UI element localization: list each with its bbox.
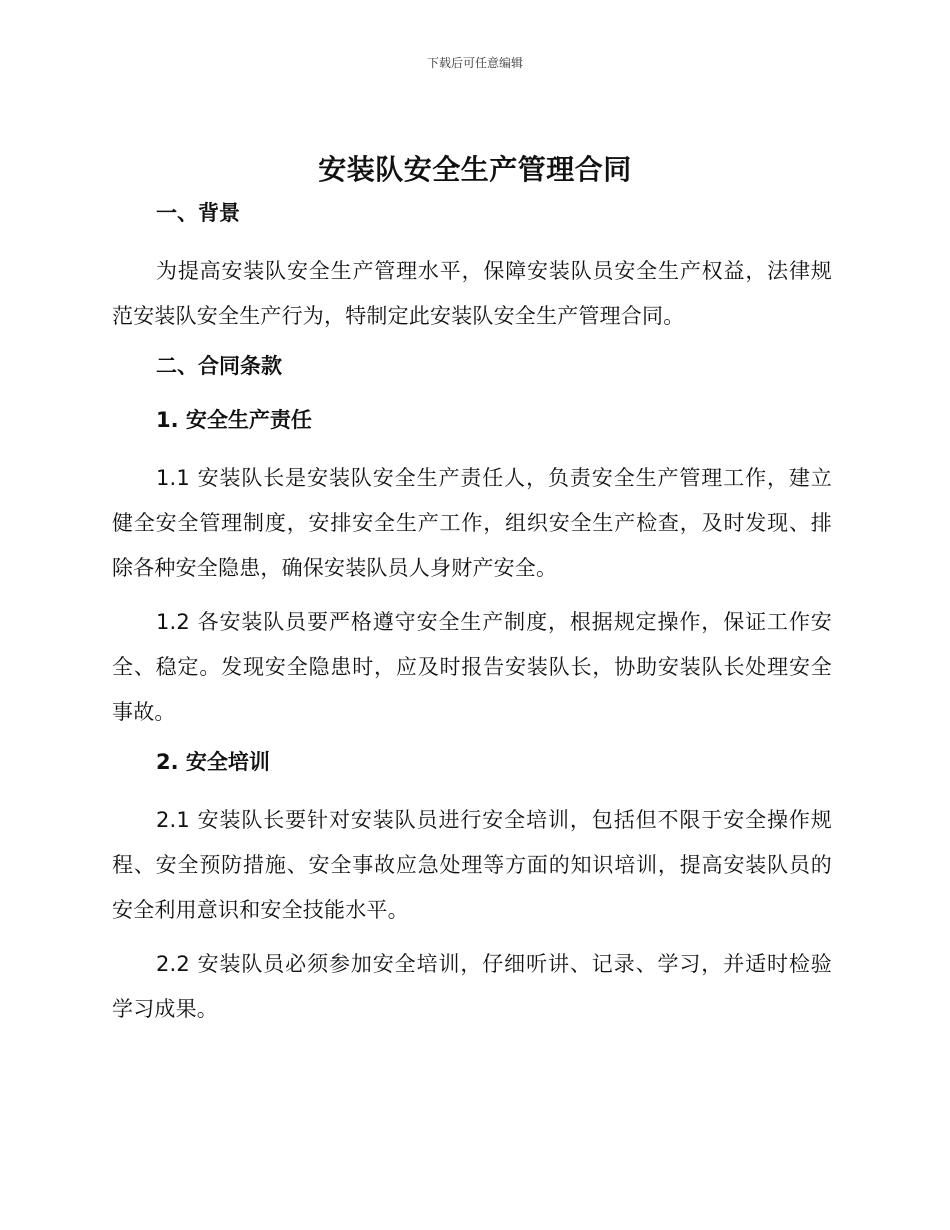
subheading-training: 2. 安全培训 [156, 750, 270, 774]
document-title: 安装队安全生产管理合同 [318, 153, 632, 186]
section-heading-terms: 二、合同条款 [156, 354, 282, 378]
subheading-safety-duty: 1. 安全生产责任 [156, 408, 312, 432]
clause-1-2: 1.2 各安装队员要严格遵守安全生产制度，根据规定操作，保证工作安全、稳定。发现安全隐患时，应及时报告安装队长，协助安装队长处理安全事故。 [112, 610, 832, 724]
page-header-note: 下载后可任意编辑 [426, 56, 523, 70]
section-heading-background: 一、背景 [156, 201, 240, 225]
clause-2-2: 2.2 安装队员必须参加安全培训，仔细听讲、记录、学习，并适时检验学习成果。 [112, 952, 832, 1021]
clause-2-1: 2.1 安装队长要针对安装队员进行安全培训，包括但不限于安全操作规程、安全预防措施、安全事故应急处理等方面的知识培训，提高安装队员的安全利用意识和安全技能水平。 [112, 808, 832, 922]
document-body [112, 195, 832, 1041]
background-paragraph: 为提高安装队安全生产管理水平，保障安装队员安全生产权益，法律规范安装队安全生产行为，特制定此安装队安全生产管理合同。 [112, 259, 832, 328]
clause-1-1: 1.1 安装队长是安装队安全生产责任人，负责安全生产管理工作，建立健全安全管理制度，安排安全生产工作，组织安全生产检查，及时发现、排除各种安全隐患，确保安装队员人身财产安全。 [112, 466, 832, 580]
